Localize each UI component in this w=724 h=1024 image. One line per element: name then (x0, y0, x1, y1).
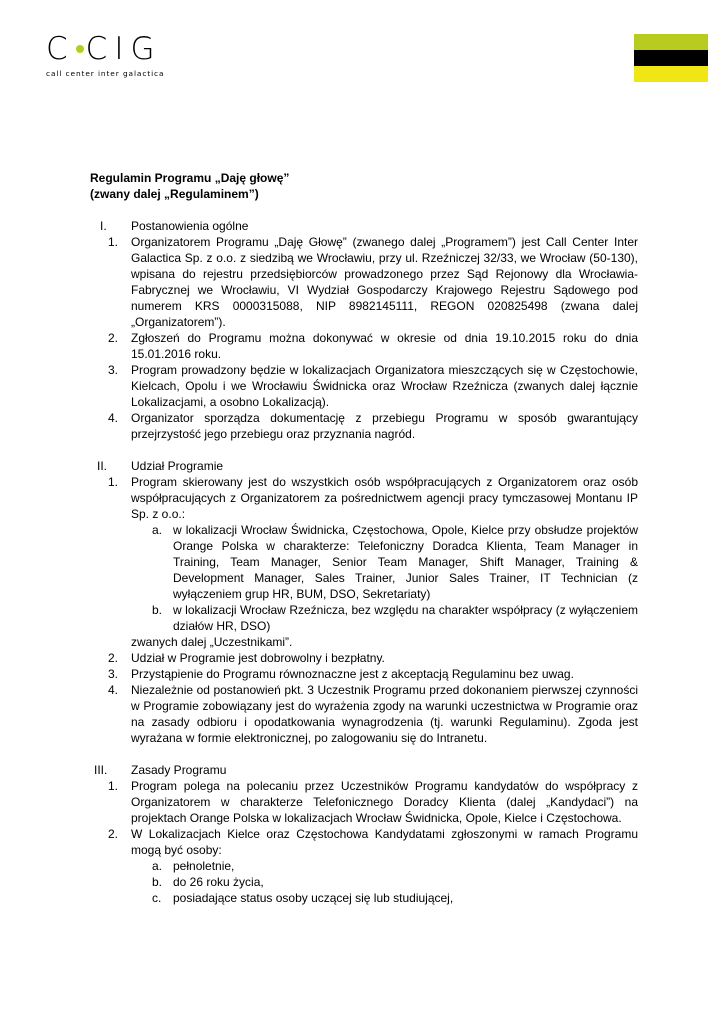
logo-dot (76, 45, 84, 53)
sub-item-letter: b. (152, 875, 163, 889)
list-item (90, 410, 638, 442)
sub-item-text: posiadające status osoby uczącej się lub studiującej, (173, 891, 454, 905)
section-title: Udział Programie (131, 459, 224, 473)
section-heading (90, 218, 638, 234)
participants-definition: zwanych dalej „Uczestnikami”. (131, 635, 293, 649)
sub-item-text: do 26 roku życia, (173, 875, 264, 889)
section-heading (90, 458, 638, 474)
list-item (90, 666, 638, 682)
section-number: I. (100, 219, 107, 233)
document-body (90, 170, 638, 906)
sub-item-letter: a. (152, 859, 163, 873)
list-item (90, 474, 638, 522)
item-text: Program skierowany jest do wszystkich osób współpracujących z Organizatorem oraz osób współpracujących z Organizatorem za pośrednictwem agencji pracy tymczasowej Montanu IP Sp. z o.o.: (131, 475, 638, 521)
item-number: 3. (108, 667, 119, 681)
color-flag (634, 34, 708, 82)
sub-list-item (90, 522, 638, 602)
document-title: Regulamin Programu „Daję głowę” (90, 171, 290, 185)
item-number: 2. (108, 651, 119, 665)
item-text: Udział w Programie jest dobrowolny i bezpłatny. (131, 651, 385, 665)
item-text: Przystąpienie do Programu równoznaczne jest z akceptacją Regulaminu bez uwag. (131, 667, 574, 681)
sub-list-item (90, 602, 638, 634)
sub-list-item (90, 874, 638, 890)
item-text: Organizator sporządza dokumentację z przebiegu Programu w sposób gwarantujący przejrzystość jego przebiegu oraz przyznania nagród. (131, 411, 638, 441)
item-number: 1. (108, 475, 119, 489)
item-number: 1. (108, 235, 119, 249)
flag-black-stripe (634, 50, 708, 66)
logo-wordmark: C C I G (46, 31, 162, 67)
item-text: Program polega na polecaniu przez Uczestników Programu kandydatów do współpracy z Organizatorem w charakterze Telefonicznego Doradcy Klienta (dalej „Kandydaci”) na projektach Orange Polska w lokalizacjach Wrocław Świdnicka, Opole, Kielce i Częstochowa. (131, 779, 638, 825)
item-text: Program prowadzony będzie w lokalizacjach Organizatora mieszczących się w Częstochowie, Kielcach, Opolu i we Wrocławiu Świdnicka oraz Wrocław Rzeźnicza (zwanych dalej łącznie Lokalizacjami, a osobno Lokalizacją). (131, 363, 638, 409)
list-item (90, 362, 638, 410)
sub-item-text: w lokalizacji Wrocław Rzeźnicza, bez względu na charakter współpracy (z wyłączeniem działów HR, DSO) (173, 603, 638, 633)
flag-green-stripe (634, 34, 708, 50)
section-number: III. (94, 763, 108, 777)
item-text: Niezależnie od postanowień pkt. 3 Uczestnik Programu przed dokonaniem pierwszej czynności w Programie zobowiązany jest do wyrażenia zgody na warunki uczestnictwa w Programie oraz na zasady odbioru i opodatkowania wynagrodzenia (tj. warunki Regulaminu). Zgoda jest wyrażana w formie elektronicznej, po zalogowaniu się do Intranetu. (131, 683, 638, 745)
logo-tagline: call center inter galactica (46, 69, 165, 78)
flag-yellow-stripe (634, 66, 708, 82)
sub-item-text: pełnoletnie, (173, 859, 235, 873)
item-number: 1. (108, 779, 119, 793)
sub-list-item (90, 858, 638, 874)
item-number: 2. (108, 331, 119, 345)
item-number: 4. (108, 683, 119, 697)
list-item (90, 650, 638, 666)
section-title: Zasady Programu (131, 763, 227, 777)
item-number: 2. (108, 827, 119, 841)
sub-item-letter: a. (152, 523, 163, 537)
list-item (90, 682, 638, 746)
section-heading (90, 762, 638, 778)
item-text: Organizatorem Programu „Daję Głowę” (zwanego dalej „Programem”) jest Call Center Inter Galactica Sp. z o.o. z siedzibą we Wrocławiu, przy ul. Rzeźniczej 32/33, we Wrocław (50-130), wpisana do rejestru przedsiębiorców prowadzonego przez Sąd Rejonowy dla Wrocławia-Fabrycznej we Wrocławiu, VI Wydział Gospodarczy Krajowego Rejestru Sądowego pod numerem KRS 0000315088, NIP 8982145111, REGON 020825498 (zwana dalej „Organizatorem”). (131, 235, 638, 329)
sub-list-item (90, 890, 638, 906)
sub-item-text: w lokalizacji Wrocław Świdnicka, Częstochowa, Opole, Kielce przy obsłudze projektów Orange Polska w charakterze: Telefoniczny Doradca Klienta, Team Manager in Training, Team Manager, Senior Team Manager, Shift Manager, Training & Development Manager, Sales Trainer, Junior Sales Trainer, IT Technician (z wyłączeniem grup HR, BUM, DSO, Sekretariaty) (173, 523, 638, 601)
item-text: W Lokalizacjach Kielce oraz Częstochowa Kandydatami zgłoszonymi w ramach Programu mogą być osoby: (131, 827, 638, 857)
sub-item-letter: b. (152, 603, 163, 617)
list-item (90, 234, 638, 330)
list-item (90, 826, 638, 858)
document-subtitle: (zwany dalej „Regulaminem”) (90, 187, 259, 201)
item-number: 3. (108, 363, 119, 377)
section-title: Postanowienia ogólne (131, 219, 249, 233)
item-number: 4. (108, 411, 119, 425)
section-number: II. (97, 459, 108, 473)
list-item (90, 778, 638, 826)
sub-item-letter: c. (152, 891, 162, 905)
list-item (90, 330, 638, 362)
item-text: Zgłoszeń do Programu można dokonywać w okresie od dnia 19.10.2015 roku do dnia 15.01.2016 roku. (131, 331, 638, 361)
ccig-logo (46, 33, 196, 88)
